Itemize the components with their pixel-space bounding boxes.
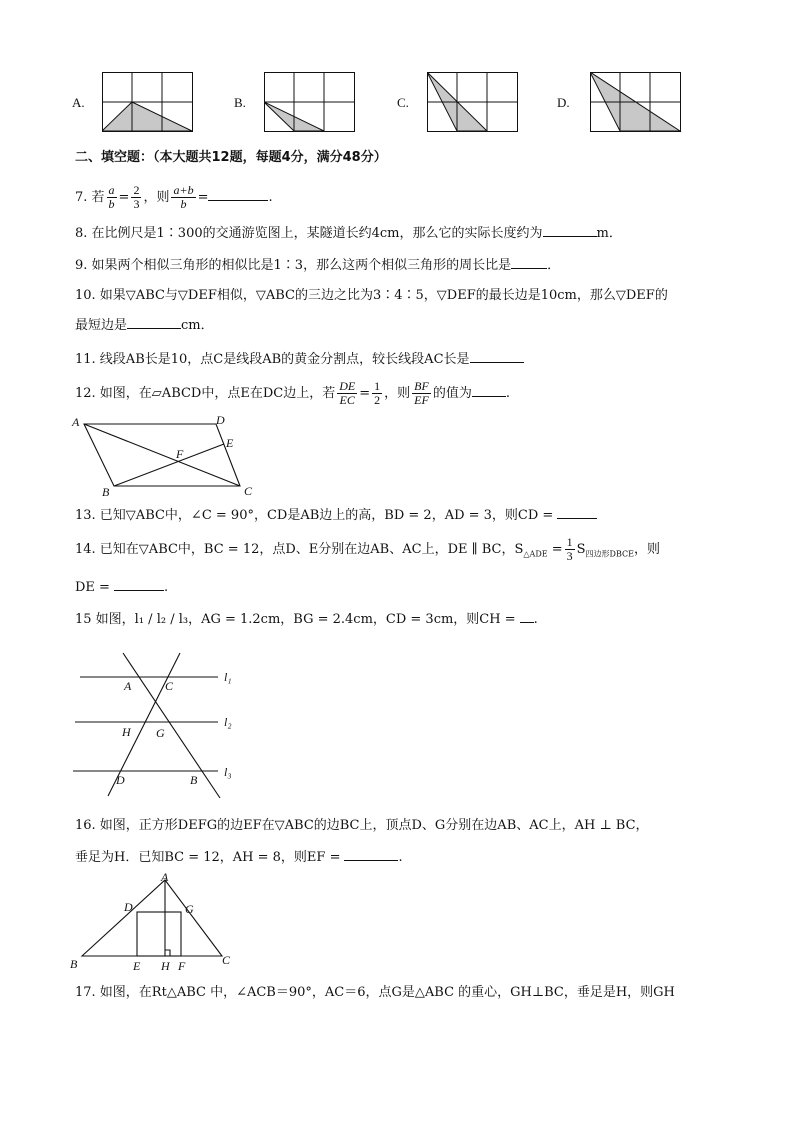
q14-end: . — [163, 580, 169, 595]
q9-end: ． — [547, 258, 561, 273]
question-14-line-2 — [75, 578, 168, 597]
question-10-line-1: 10. 如果▽ABC与▽DEF相似，▽ABC的三边之比为3∶4∶5，▽DEF的最长边是10cm，那么▽DEF的 — [75, 288, 668, 303]
fig16-label-a: A — [161, 870, 169, 884]
question-8 — [75, 224, 622, 243]
fig16-label-b: B — [70, 957, 78, 971]
question-11 — [75, 350, 524, 369]
q7-equals-2: = — [197, 190, 209, 205]
q14-s: S — [576, 542, 586, 557]
q9-answer-blank[interactable] — [511, 256, 547, 269]
question-16-line-2 — [75, 848, 403, 867]
question-15 — [75, 610, 538, 629]
fig16-label-c: C — [222, 953, 231, 967]
q7-end: . — [268, 190, 273, 205]
q7-fraction-a-b: $\frac{a}{b}$ — [108, 183, 115, 211]
fig12-label-a: A — [72, 415, 80, 429]
q12-fraction-1-2: $\frac{1}{2}$ — [374, 379, 381, 407]
question-12 — [75, 374, 510, 414]
fig15-label-g: G — [156, 726, 165, 740]
question-13 — [75, 506, 597, 525]
section-heading: 二、填空题：（本大题共12题，每题4分，满分48分） — [75, 150, 387, 165]
fig16-label-d: D — [124, 900, 133, 914]
question-17: 17. 如图，在Rt△ABC 中，∠ACB＝90°，AC＝6，点G是△ABC 的重心，GH⊥BC，垂足是H，则GH — [75, 985, 675, 1000]
option-c-figure — [427, 72, 519, 132]
option-c-label: C. — [397, 95, 409, 110]
fig15-label-d: D — [116, 773, 125, 787]
q11-answer-blank[interactable] — [470, 350, 524, 363]
q15-end: . — [533, 612, 538, 627]
q12-fraction-de-ec: $\frac{DE}{EC}$ — [339, 379, 356, 407]
q14-equals: = — [547, 542, 563, 557]
q9-text: 9. 如果两个相似三角形的相似比是1∶3，那么这两个相似三角形的周长比是 — [75, 258, 512, 273]
q12-fraction-bf-ef: $\frac{BF}{EF}$ — [414, 379, 429, 407]
q8-text: 8. 在比例尺是1∶300的交通游览图上，某隧道长约4cm，那么它的实际长度约为 — [75, 226, 543, 241]
fig15-label-h: H — [122, 725, 131, 739]
option-d-figure — [590, 72, 682, 132]
fig16-label-f: F — [178, 959, 186, 973]
q14-text-b: DE = — [75, 580, 110, 595]
q15-answer-blank[interactable] — [520, 610, 534, 623]
figure-16-triangle-square — [66, 870, 246, 975]
q7-fraction-ab-b: $\frac{a+b}{b}$ — [173, 183, 194, 211]
q13-answer-blank[interactable] — [557, 506, 597, 519]
fig15-label-c: C — [165, 679, 174, 693]
figure-12-parallelogram — [68, 412, 268, 500]
fig15-label-b: B — [190, 773, 198, 787]
fig12-label-d: D — [216, 413, 225, 427]
q7-prefix: 7. 若 — [75, 190, 105, 205]
option-d-label: D. — [557, 95, 570, 110]
q14-answer-blank[interactable] — [114, 578, 164, 591]
q7-fraction-2-3: $\frac{2}{3}$ — [133, 183, 140, 211]
q14-subscript-ade: △ADE — [523, 549, 548, 559]
option-b-figure — [264, 72, 356, 132]
q8-answer-blank[interactable] — [543, 224, 597, 237]
q14-text-a: 14. 已知在▽ABC中，BC = 12，点D、E分别在边AB、AC上，DE ∥ BC，S — [75, 542, 524, 557]
q7-then: ，则 — [143, 190, 170, 205]
q12-end: . — [505, 386, 510, 401]
fig15-label-a: A — [124, 679, 132, 693]
q10-answer-blank[interactable] — [127, 316, 181, 329]
q10-end: cm． — [181, 318, 214, 333]
fig12-label-c: C — [244, 484, 253, 498]
q12-equals: = — [359, 386, 371, 401]
q14-subscript-dbce: 四边形DBCE — [585, 549, 634, 559]
fig12-label-e: E — [226, 436, 234, 450]
q15-text: 15 如图，l₁ / l₂ / l₃，AG = 1.2cm，BG = 2.4cm，CD = 3cm，则CH = — [75, 612, 516, 627]
q7-equals: = — [118, 190, 130, 205]
q10-text: 最短边是 — [75, 318, 128, 333]
option-b-label: B. — [234, 95, 246, 110]
q12-answer-blank[interactable] — [472, 384, 506, 397]
question-7 — [75, 178, 273, 218]
fig15-label-l3: l₃ — [224, 765, 232, 779]
question-14-line-1 — [75, 530, 660, 575]
q13-text: 13. 已知▽ABC中，∠C = 90°，CD是AB边上的高，BD = 2，AD = 3，则CD = — [75, 508, 554, 523]
q12-text-c: 的值为 — [432, 386, 472, 401]
fig16-label-g: G — [185, 902, 194, 916]
fig12-label-b: B — [102, 485, 110, 499]
q12-then: ，则 — [384, 386, 411, 401]
option-a-figure — [102, 72, 194, 132]
fig12-label-f: F — [176, 447, 184, 461]
q8-end: m． — [596, 226, 622, 241]
figure-15-parallel-lines — [70, 650, 250, 800]
fig15-label-l2: l₂ — [224, 715, 232, 729]
fig16-label-h: H — [161, 959, 170, 973]
question-10-line-2 — [75, 316, 214, 335]
fig15-label-l1: l₁ — [224, 670, 232, 684]
q16-answer-blank[interactable] — [344, 848, 398, 861]
fig16-label-e: E — [133, 959, 141, 973]
q14-fraction-1-3: $\frac{1}{3}$ — [566, 535, 573, 563]
q16-end: . — [398, 850, 403, 865]
q12-text-a: 12. 如图，在▱ABCD中，点E在DC边上，若 — [75, 386, 336, 401]
question-16-line-1: 16. 如图，正方形DEFG的边EF在▽ABC的边BC上，顶点D、G分别在边AB、AC上，AH ⊥ BC， — [75, 818, 649, 833]
question-9 — [75, 256, 560, 275]
q16-text: 垂足为H．已知BC = 12，AH = 8，则EF = — [75, 850, 341, 865]
option-a-label: A. — [72, 95, 85, 110]
q11-text: 11. 线段AB长是10，点C是线段AB的黄金分割点，较长线段AC长是 — [75, 352, 470, 367]
q7-answer-blank[interactable] — [208, 188, 268, 201]
q14-then: ，则 — [633, 542, 660, 557]
